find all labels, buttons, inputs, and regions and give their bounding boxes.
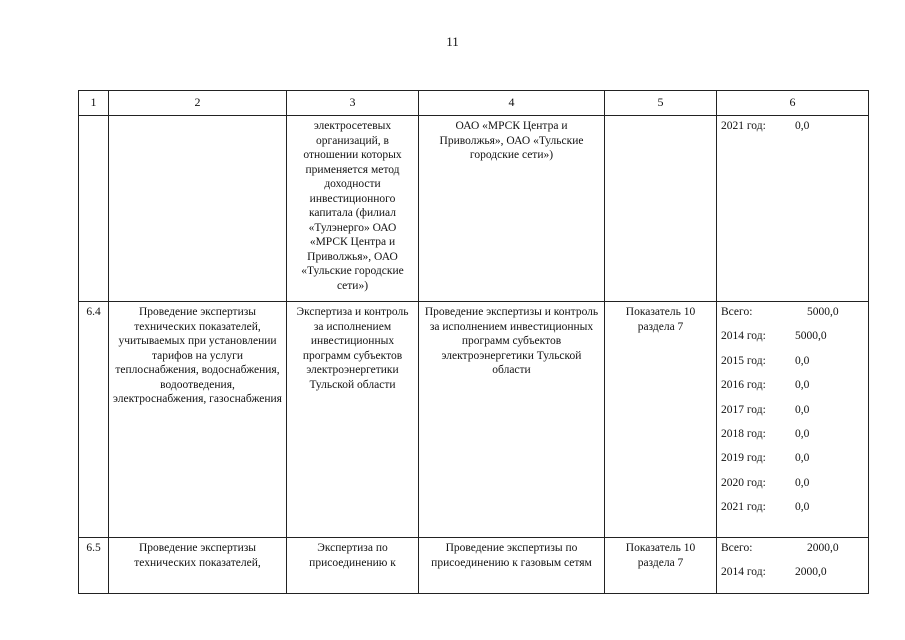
finance-label: 2017 год: — [721, 403, 766, 416]
finance-line — [721, 541, 864, 565]
header-col-3: 3 — [287, 91, 419, 116]
row-indicator: Показатель 10 раздела 7 — [605, 538, 717, 594]
finance-label: 2014 год: — [721, 566, 766, 579]
finance-label: 2021 год: — [721, 120, 766, 132]
row-result: ОАО «МРСК Центра и Приволжья», ОАО «Тульские городские сети») — [419, 116, 605, 302]
row-content: Экспертиза и контроль за исполнением инвестиционных программ субъектов электроэнергетики Тульской области — [287, 302, 419, 538]
finance-label: 2018 год: — [721, 427, 766, 440]
finance-value: 0,0 — [795, 120, 810, 132]
table-row — [79, 302, 869, 538]
finance-label: 2021 год: — [721, 501, 766, 514]
row-indicator — [605, 116, 717, 302]
finance-label: Всего: — [721, 306, 753, 318]
header-row — [79, 91, 869, 116]
finance-line — [721, 403, 864, 427]
finance-line — [721, 354, 864, 378]
row-name: Проведение экспертизы технических показателей, учитываемых при установлении тарифов на услуги теплоснабжения, водоснабжения, водоотведения, электроснабжения, газоснабжения — [109, 302, 287, 538]
finance-line — [721, 451, 864, 475]
row-result: Проведение экспертизы и контроль за исполнением инвестиционных программ субъектов электроэнергетики Тульской области — [419, 302, 605, 538]
finance-line — [721, 119, 864, 134]
table-row — [79, 116, 869, 302]
finance-label: 2016 год: — [721, 379, 766, 392]
finance-line — [721, 476, 864, 500]
finance-label: 2014 год: — [721, 330, 766, 343]
finance-line — [721, 427, 864, 451]
row-number — [79, 116, 109, 302]
finance-line — [721, 378, 864, 402]
row-content: электросетевых организаций, в отношении которых применяется метод доходности инвестиционного капитала (филиал «Тулэнерго» ОАО «МРСК Центра и Приволжья», ОАО «Тульские городские сети») — [287, 116, 419, 302]
finance-value: 0,0 — [795, 379, 810, 392]
finance-value: 0,0 — [795, 476, 810, 489]
finance-value: 5000,0 — [795, 330, 827, 343]
row-result: Проведение экспертизы по присоединению к газовым сетям — [419, 538, 605, 594]
finance-value: 0,0 — [795, 354, 810, 367]
finance-line — [721, 500, 864, 524]
table-row — [79, 538, 869, 594]
finance-value: 5000,0 — [807, 306, 839, 318]
row-content: Экспертиза по присоединению к — [287, 538, 419, 594]
finance-value: 0,0 — [795, 501, 810, 514]
finance-line — [721, 329, 864, 353]
row-finance — [717, 116, 869, 302]
finance-value: 2000,0 — [807, 542, 839, 554]
finance-label: 2020 год: — [721, 476, 766, 489]
row-number: 6.4 — [79, 302, 109, 538]
finance-label: Всего: — [721, 542, 753, 554]
row-name — [109, 116, 287, 302]
finance-label: 2015 год: — [721, 354, 766, 367]
header-col-1: 1 — [79, 91, 109, 116]
header-col-5: 5 — [605, 91, 717, 116]
finance-value: 0,0 — [795, 403, 810, 416]
finance-label: 2019 год: — [721, 452, 766, 465]
row-number: 6.5 — [79, 538, 109, 594]
program-table — [78, 90, 869, 594]
finance-line — [721, 305, 864, 329]
header-col-6: 6 — [717, 91, 869, 116]
header-col-2: 2 — [109, 91, 287, 116]
page-number: 11 — [446, 34, 459, 49]
row-indicator: Показатель 10 раздела 7 — [605, 302, 717, 538]
finance-value: 0,0 — [795, 427, 810, 440]
row-finance — [717, 538, 869, 594]
finance-value: 2000,0 — [795, 566, 827, 579]
finance-value: 0,0 — [795, 452, 810, 465]
finance-line — [721, 565, 864, 589]
header-col-4: 4 — [419, 91, 605, 116]
row-name: Проведение экспертизы технических показателей, — [109, 538, 287, 594]
row-finance — [717, 302, 869, 538]
